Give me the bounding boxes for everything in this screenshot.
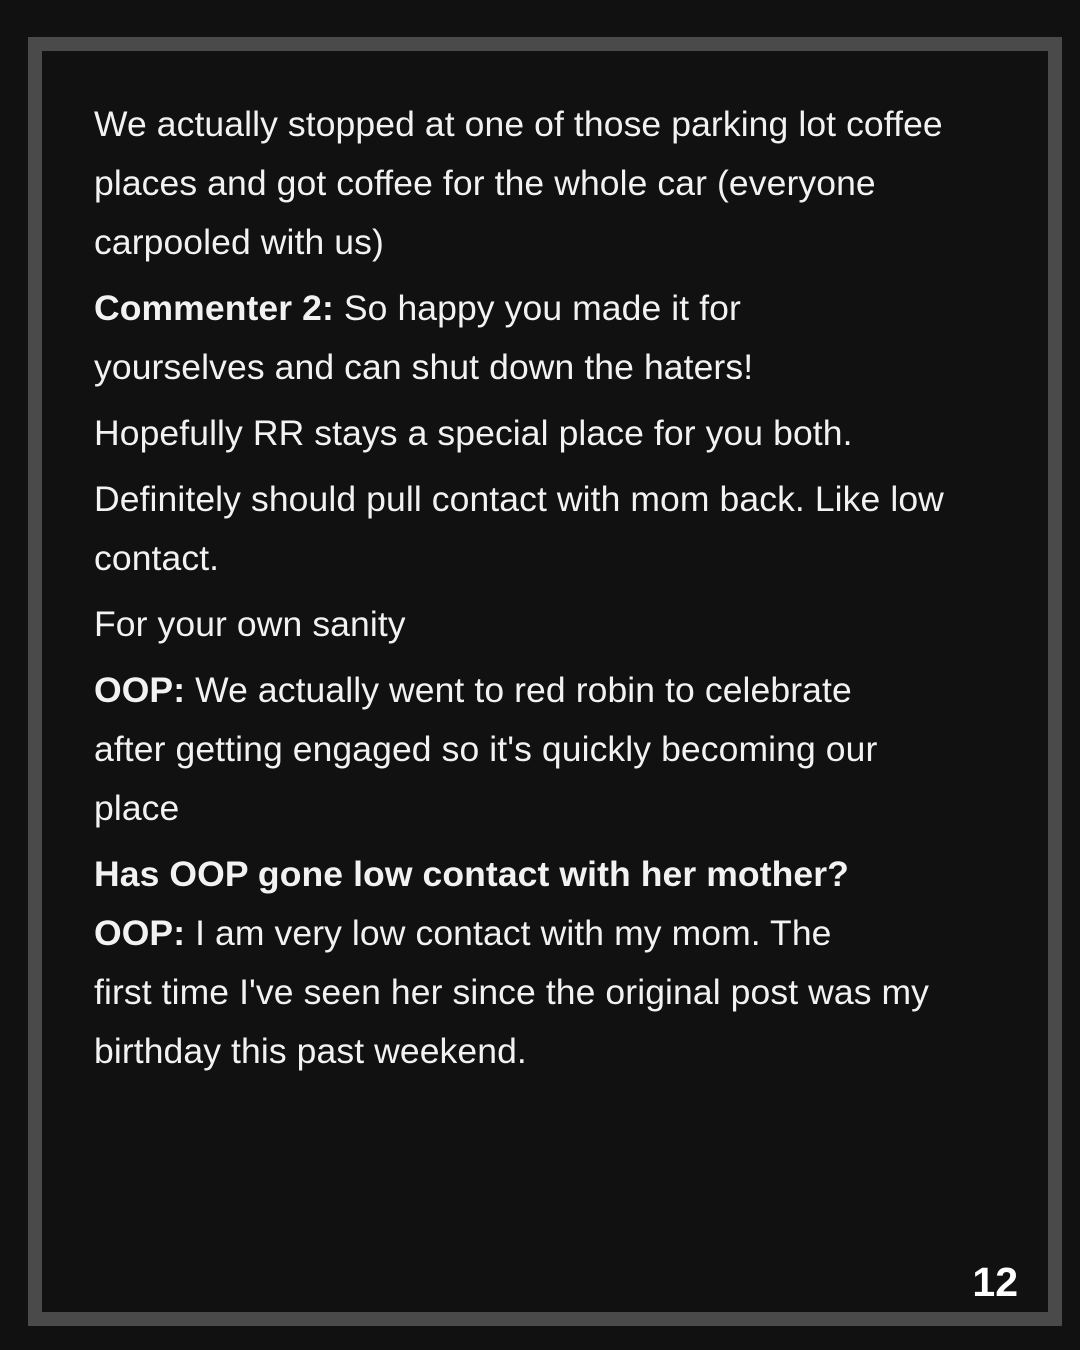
slide-content — [94, 95, 1014, 1088]
text-line: after getting engaged so it's quickly becoming our — [94, 729, 878, 769]
section-heading — [94, 845, 1014, 904]
text-line: place — [94, 788, 180, 828]
comment-text: I am very low contact with my mom. The — [185, 913, 832, 953]
text-line — [94, 904, 1014, 963]
paragraph-rr — [94, 404, 1014, 463]
text-line: contact. — [94, 538, 220, 578]
text-line: Hopefully RR stays a special place for you both. — [94, 413, 853, 453]
speaker-label: OOP: — [94, 913, 186, 953]
page-number: 12 — [972, 1259, 1018, 1305]
speaker-label: Commenter 2: — [94, 288, 334, 328]
text-line: carpooled with us) — [94, 222, 384, 262]
text-line: birthday this past weekend. — [94, 1031, 527, 1071]
text-line: places and got coffee for the whole car (everyone — [94, 163, 876, 203]
comment-text: So happy you made it for — [333, 288, 741, 328]
slide-frame — [28, 37, 1062, 1326]
text-line: yourselves and can shut down the haters! — [94, 347, 754, 387]
comment-oop-red-robin — [94, 661, 1014, 838]
text-line: Definitely should pull contact with mom back. Like low — [94, 479, 944, 519]
comment-oop-low-contact — [94, 904, 1014, 1081]
text-line: first time I've seen her since the original post was my — [94, 972, 930, 1012]
text-line — [94, 279, 1014, 338]
comment-commenter-2 — [94, 279, 1014, 397]
speaker-label: OOP: — [94, 670, 186, 710]
comment-text: We actually went to red robin to celebrate — [185, 670, 852, 710]
text-line — [94, 661, 1014, 720]
heading-text: Has OOP gone low contact with her mother? — [94, 854, 849, 894]
paragraph-sanity — [94, 595, 1014, 654]
text-line: For your own sanity — [94, 604, 406, 644]
paragraph-contact — [94, 470, 1014, 588]
text-line: We actually stopped at one of those parking lot coffee — [94, 104, 943, 144]
paragraph-coffee — [94, 95, 1014, 272]
